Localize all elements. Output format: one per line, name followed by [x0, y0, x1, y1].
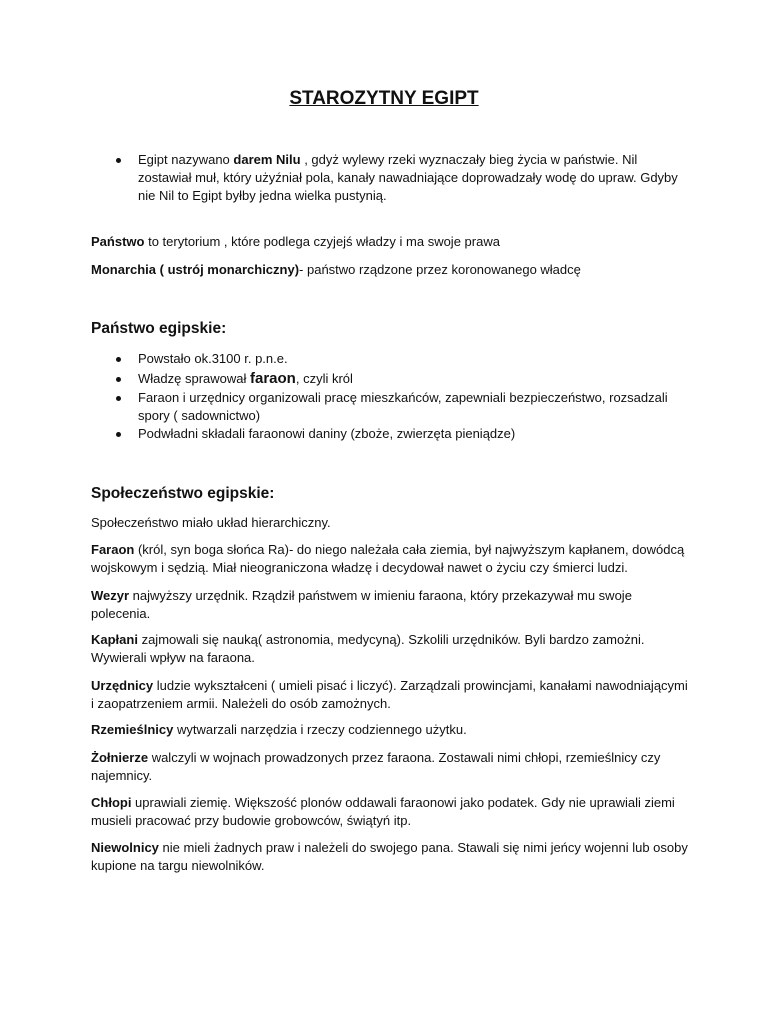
entry-urzednicy: [91, 677, 691, 713]
list-item: Władzę sprawował faraon, czyli król: [91, 370, 671, 388]
page-title: STAROZYTNY EGIPT: [289, 88, 479, 109]
faraon-bold: faraon: [250, 370, 296, 387]
entry-text: uprawiali ziemię. Większość plonów oddawali faraonowi jako podatek. Gdy nie uprawiali ziemi musieli pracować przy budowie grobowców, świątyń itp.: [91, 795, 675, 828]
entry-term: Niewolnicy: [91, 840, 159, 855]
entry-kaplani: [91, 631, 691, 667]
bullet-icon: [116, 377, 121, 382]
entry-text: ludzie wykształceni ( umieli pisać i liczyć). Zarządzali prowincjami, kanałami nawodniającymi i zaopatrzeniem armii. Należeli do osób zamożnych.: [91, 678, 688, 711]
entry-rzemieslnicy: [91, 721, 691, 739]
list-item: Faraon i urzędnicy organizowali pracę mieszkańców, zapewniali bezpieczeństwo, rozsadzali spory ( sadownictwo): [91, 389, 671, 425]
entry-faraon: [91, 541, 691, 577]
bullet-icon: [116, 158, 121, 163]
entry-term: Chłopi: [91, 795, 132, 810]
section-heading-panstwo-egipskie: Państwo egipskie:: [91, 320, 227, 337]
intro-bold-term: darem Nilu: [233, 152, 301, 167]
definition-monarchia: [91, 261, 691, 279]
entry-text: (król, syn boga słońca Ra)- do niego należała cała ziemia, był najwyższym kapłanem, dowódcą wojskowym i sędzią. Miał nieograniczona władzę i decydował nawet o życiu czy śmierci ludzi.: [91, 542, 685, 575]
entry-wezyr: [91, 587, 691, 623]
entry-term: Urzędnicy: [91, 678, 154, 693]
definition-term: Monarchia ( ustrój monarchiczny): [91, 262, 300, 277]
bullet-icon: [116, 432, 121, 437]
section2-intro: Społeczeństwo miało układ hierarchiczny.: [91, 515, 331, 530]
definition-panstwo: [91, 233, 691, 251]
intro-item: Egipt nazywano darem Nilu , gdyż wylewy rzeki wyznaczały bieg życia w państwie. Nil zostawiał muł, który użyźniał pola, kanały nawadniające doprowadzały wodę do upraw. Gdyby nie Nil to Egipt byłby jedna wielka pustynią.: [91, 151, 691, 205]
entry-term: Faraon: [91, 542, 135, 557]
section-heading-spoleczenstwo: Społeczeństwo egipskie:: [91, 485, 275, 502]
entry-text: walczyli w wojnach prowadzonych przez faraona. Zostawali nimi chłopi, rzemieślnicy czy najemnicy.: [91, 750, 661, 783]
entry-niewolnicy: [91, 839, 691, 875]
list-item: Podwładni składali faraonowi daniny (zboże, zwierzęta pieniądze): [91, 425, 671, 443]
entry-text: wytwarzali narzędzia i rzeczy codziennego użytku.: [173, 722, 467, 737]
definition-text: - państwo rządzone przez koronowanego władcę: [299, 262, 581, 277]
intro-list: [91, 151, 691, 205]
entry-chlopi: [91, 794, 691, 830]
entry-term: Żołnierze: [91, 750, 149, 765]
entry-text: nie mieli żadnych praw i należeli do swojego pana. Stawali się nimi jeńcy wojenni lub osoby kupione na targu niewolników.: [91, 840, 688, 873]
definition-term: Państwo: [91, 234, 145, 249]
entry-text: zajmowali się nauką( astronomia, medycyną). Szkolili urzędników. Byli bardzo zamożni. Wywierali wpływ na faraona.: [91, 632, 645, 665]
entry-term: Wezyr: [91, 588, 130, 603]
entry-zolnierze: [91, 749, 691, 785]
list-item: Powstało ok.3100 r. p.n.e.: [91, 350, 671, 368]
bullet-icon: [116, 357, 121, 362]
entry-term: Kapłani: [91, 632, 138, 647]
entry-term: Rzemieślnicy: [91, 722, 174, 737]
definition-text: to terytorium , które podlega czyjejś władzy i ma swoje prawa: [144, 234, 500, 249]
entry-text: najwyższy urzędnik. Rządził państwem w imieniu faraona, który przekazywał mu swoje polecenia.: [91, 588, 632, 621]
section1-list: [91, 350, 671, 443]
bullet-icon: [116, 396, 121, 401]
